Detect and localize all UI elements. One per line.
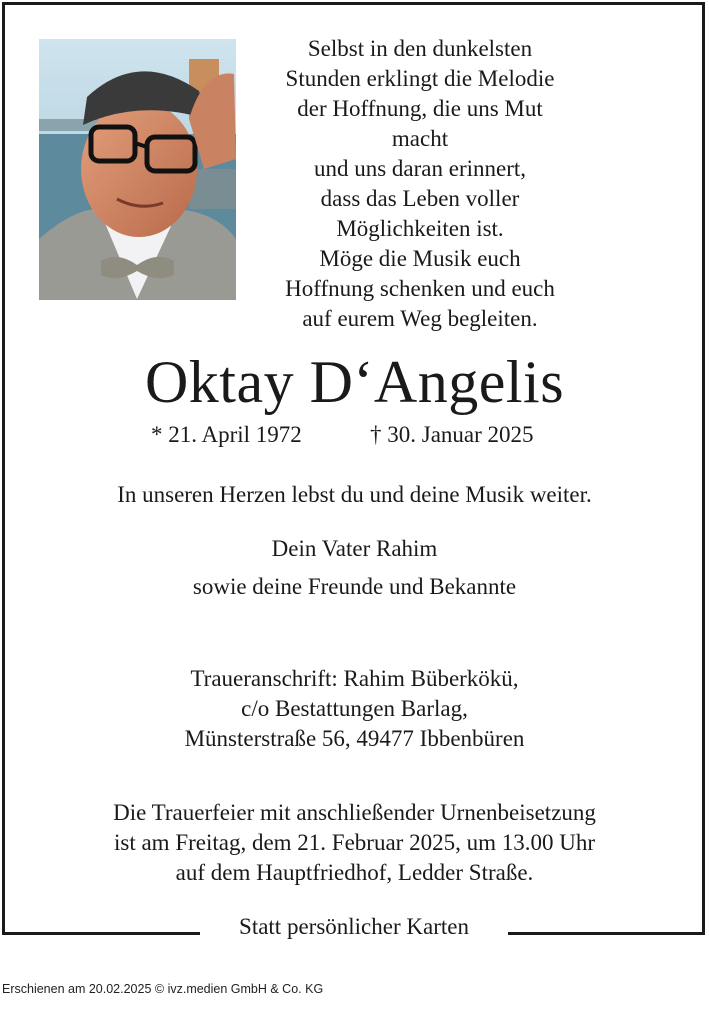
frame-bottom-line-right xyxy=(508,932,705,935)
publication-credit: Erschienen am 20.02.2025 © ivz.medien GmbH & Co. KG xyxy=(2,982,324,996)
poem-line: Hoffnung schenken und euch xyxy=(285,276,555,301)
poem-line: Möge die Musik euch xyxy=(319,246,521,271)
poem xyxy=(270,34,570,334)
poem-line: Möglichkeiten ist. xyxy=(336,216,504,241)
ceremony-line: auf dem Hauptfriedhof, Ledder Straße. xyxy=(175,860,534,885)
deceased-name: Oktay D‘Angelis xyxy=(144,349,565,415)
mourner-line: sowie deine Freunde und Bekannte xyxy=(192,574,517,599)
poem-line: auf eurem Weg begleiten. xyxy=(302,306,538,331)
address-line: Münsterstraße 56, 49477 Ibbenbüren xyxy=(184,726,525,751)
mourning-address xyxy=(0,664,709,754)
mourner-line: Dein Vater Rahim xyxy=(271,536,438,561)
death-date: † 30. Januar 2025 xyxy=(370,422,534,447)
mourners-list xyxy=(0,530,709,606)
ceremony-notice xyxy=(0,798,709,888)
footer-note: Statt persönlicher Karten xyxy=(239,914,469,939)
poem-line: Stunden erklingt die Melodie xyxy=(285,66,555,91)
birth-date: * 21. April 1972 xyxy=(151,422,302,447)
ceremony-line: Die Trauerfeier mit anschließender Urnenbeisetzung xyxy=(113,800,596,825)
address-line: Traueranschrift: Rahim Büberkökü, xyxy=(190,666,519,691)
poem-line: und uns daran erinnert, xyxy=(313,156,527,181)
ceremony-line: ist am Freitag, dem 21. Februar 2025, um 13.00 Uhr xyxy=(113,830,595,855)
portrait-photo xyxy=(39,39,236,300)
tribute-line: In unseren Herzen lebst du und deine Musik weiter. xyxy=(117,482,592,507)
frame-bottom-line-left xyxy=(2,932,200,935)
poem-line: dass das Leben voller xyxy=(320,186,520,211)
address-line: c/o Bestattungen Barlag, xyxy=(241,696,468,721)
poem-line: der Hoffnung, die uns Mut macht xyxy=(297,96,543,151)
poem-line: Selbst in den dunkelsten xyxy=(307,36,533,61)
